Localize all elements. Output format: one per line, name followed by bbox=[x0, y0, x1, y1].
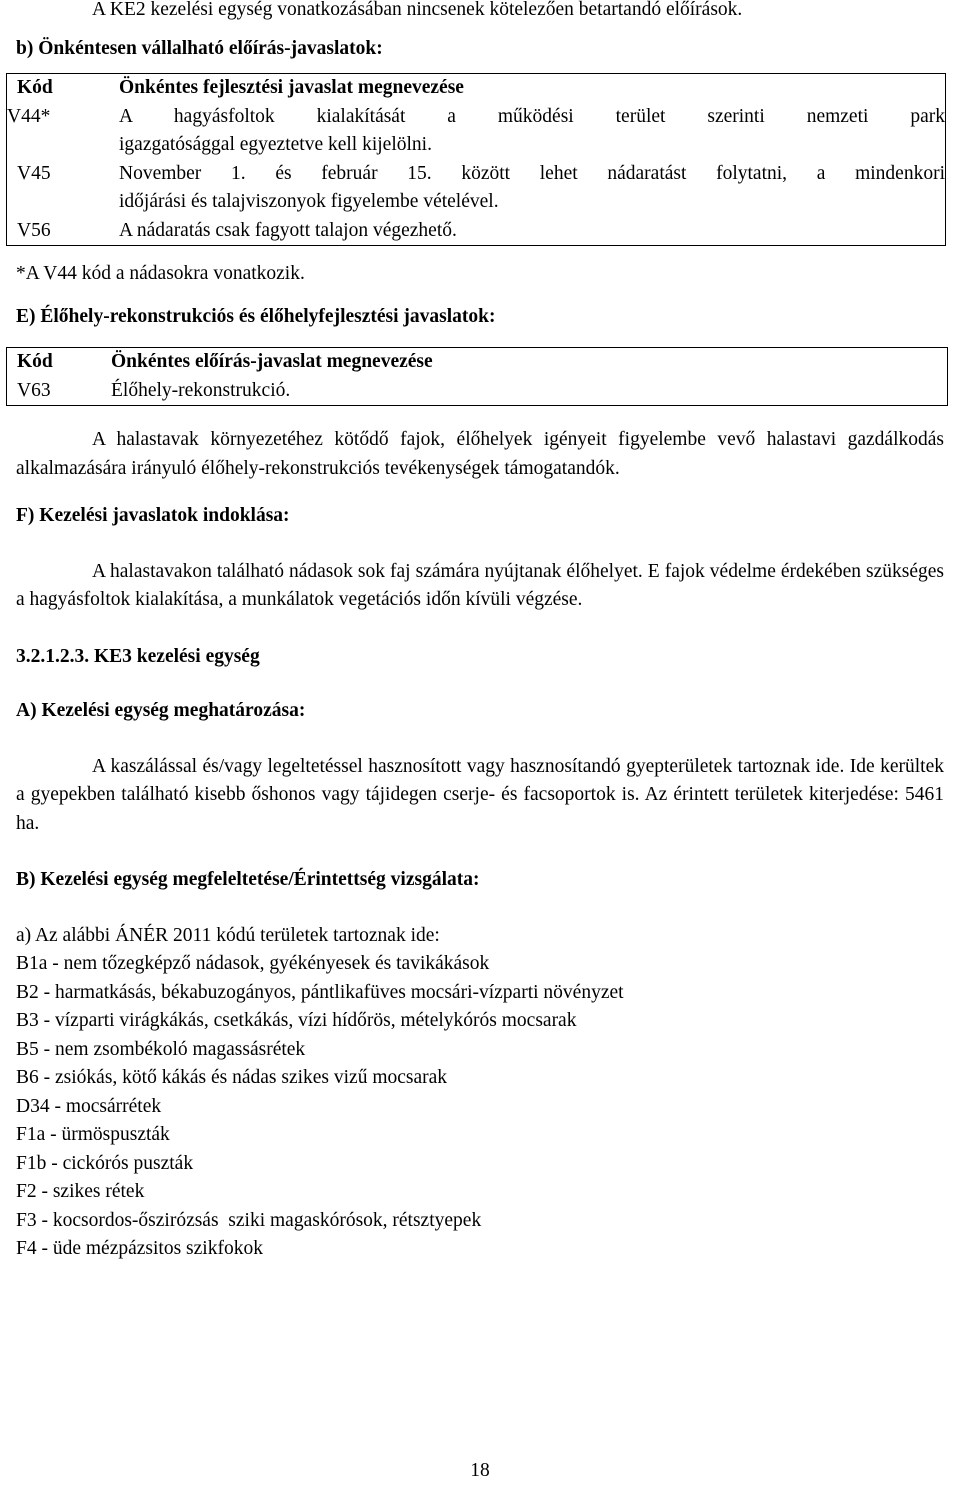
table-header bbox=[17, 74, 945, 103]
table-row-code: V44* bbox=[7, 105, 51, 127]
table-row-line1: A hagyásfoltok kialakítását a működési terület szerinti nemzeti park bbox=[119, 105, 945, 127]
table-header-code: Kód bbox=[17, 351, 53, 372]
ke3-heading: 3.2.1.2.3. KE3 kezelési egység bbox=[16, 645, 260, 667]
table-row-line2: igazgatósággal egyeztetve kell kijelölni. bbox=[119, 134, 432, 155]
list-item: F1a - ürmöspuszták bbox=[16, 1124, 170, 1145]
list-item: B5 - nem zsombékoló magassásrétek bbox=[16, 1038, 306, 1060]
table-row-line2: időjárási és talajviszonyok figyelembe vételével. bbox=[119, 191, 499, 212]
table-row bbox=[17, 377, 947, 406]
page-number: 18 bbox=[470, 1460, 490, 1481]
list-item: B6 - zsiókás, kötő kákás és nádas szikes vizű mocsarak bbox=[16, 1067, 448, 1088]
table-row bbox=[17, 160, 945, 217]
list-item: B3 - vízparti virágkákás, csetkákás, vízi hídőrös, mételykórós mocsarak bbox=[16, 1010, 577, 1031]
footnote: *A V44 kód a nádasokra vonatkozik. bbox=[16, 263, 305, 284]
voluntary-table bbox=[6, 73, 946, 246]
table-row-code: V56 bbox=[17, 219, 51, 241]
list-item: B2 - harmatkásás, békabuzogányos, pántlikafüves mocsári-vízparti növényzet bbox=[16, 981, 624, 1003]
table-row bbox=[7, 103, 945, 160]
table-header-text: Önkéntes fejlesztési javaslat megnevezése bbox=[119, 77, 464, 98]
table-row-text: Élőhely-rekonstrukció. bbox=[111, 379, 291, 401]
document-page bbox=[7, 0, 945, 1264]
habitat-table bbox=[6, 347, 948, 406]
table-header bbox=[17, 348, 947, 377]
section-b-heading: B) Kezelési egység megfeleltetése/Érintettség vizsgálata: bbox=[16, 869, 480, 890]
section-a-heading: A) Kezelési egység meghatározása: bbox=[16, 700, 306, 721]
table-header-code: Kód bbox=[17, 77, 53, 98]
table-row bbox=[17, 217, 945, 246]
list-item: F1b - cickórós puszták bbox=[16, 1152, 194, 1174]
intro-line: A KE2 kezelési egység vonatkozásában nincsenek kötelezően betartandó előírások. bbox=[92, 0, 743, 20]
list-item: F3 - kocsordos-őszirózsás sziki magaskórósok, rétsztyepek bbox=[16, 1209, 482, 1231]
codes-intro: a) Az alábbi ÁNÉR 2011 kódú területek tartoznak ide: bbox=[16, 924, 440, 946]
table-row-code: V63 bbox=[17, 379, 51, 401]
voluntary-heading: b) Önkéntesen vállalható előírás-javaslatok: bbox=[16, 37, 383, 59]
section-f-heading: F) Kezelési javaslatok indoklása: bbox=[16, 505, 290, 526]
section-a-paragraph: A kaszálással és/vagy legeltetéssel hasznosított vagy hasznosítandó gyepterületek tartoznak ide. Ide kerültek a gyepekben található kisebb őshonos vagy tájidegen cserje- és facsoportok is. Az érintett területek kiterjedése: 5461 ha. bbox=[16, 755, 944, 834]
list-item: D34 - mocsárrétek bbox=[16, 1095, 162, 1117]
table-header-text: Önkéntes előírás-javaslat megnevezése bbox=[111, 351, 433, 372]
section-f-paragraph: A halastavakon található nádasok sok faj számára nyújtanak élőhelyet. E fajok védelme érdekében szükséges a hagyásfoltok kialakítása, a munkálatok vegetációs időn kívüli végzése. bbox=[16, 560, 944, 610]
section-e-paragraph: A halastavak környezetéhez kötődő fajok, élőhelyek igényeit figyelembe vevő halastavi gazdálkodás alkalmazására irányuló élőhely-rekonstrukciós tevékenységek támogatandók. bbox=[16, 429, 944, 479]
list-item: F2 - szikes rétek bbox=[16, 1181, 145, 1202]
list-item: B1a - nem tőzegképző nádasok, gyékényesek és tavikákások bbox=[16, 953, 490, 974]
table-row-code: V45 bbox=[17, 162, 51, 184]
list-item: F4 - üde mézpázsitos szikfokok bbox=[16, 1238, 263, 1259]
table-row-text bbox=[119, 160, 945, 217]
habitat-code-list bbox=[16, 950, 944, 1264]
table-row-text: A nádaratás csak fagyott talajon végezhető. bbox=[119, 219, 457, 241]
section-e-heading: E) Élőhely-rekonstrukciós és élőhelyfejlesztési javaslatok: bbox=[16, 305, 496, 327]
table-row-line1: November 1. és február 15. között lehet nádaratást folytatni, a mindenkori bbox=[119, 162, 945, 184]
table-row-text bbox=[119, 103, 945, 160]
